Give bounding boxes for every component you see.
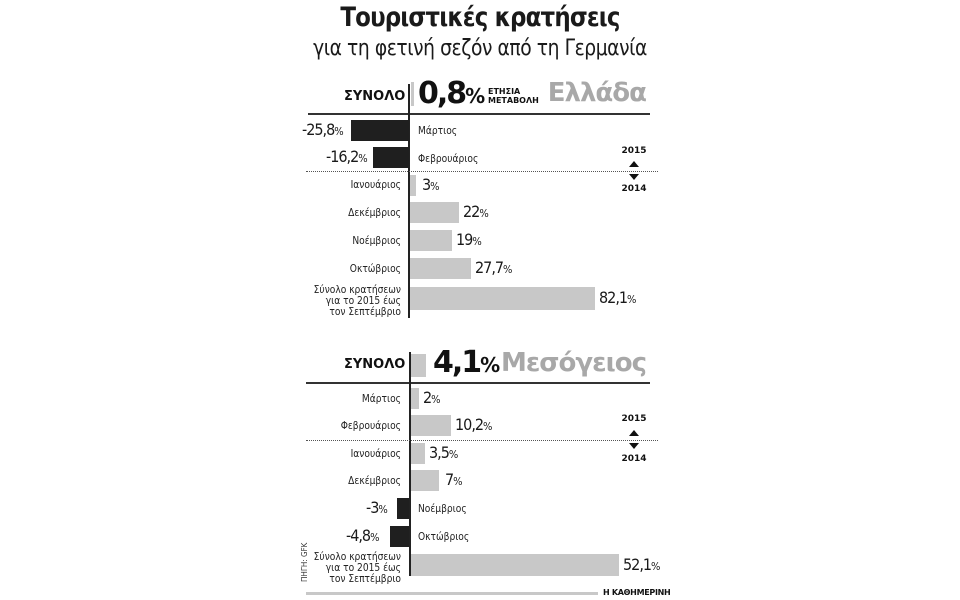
source-label: ΠΗΓΗ: GFK	[300, 542, 309, 582]
header-divider	[308, 113, 650, 115]
label-march: Μάρτιος	[418, 124, 458, 137]
year-2014-label: 2014	[621, 184, 647, 194]
bar-march	[351, 120, 409, 141]
bar-january	[411, 443, 425, 464]
total-label: ΣΥΝΟΛΟ	[344, 357, 406, 372]
value-march: -25,8%	[302, 120, 344, 139]
year-2015-label: 2015	[621, 414, 647, 424]
label-november: Νοέμβριος	[352, 234, 401, 247]
arrow-up-icon	[629, 161, 639, 167]
year-divider	[306, 171, 658, 172]
arrow-down-icon	[629, 443, 639, 449]
bar-summary	[411, 554, 619, 576]
year-divider	[306, 440, 658, 441]
value-february: -16,2%	[326, 147, 368, 166]
value-december: 7%	[445, 470, 463, 489]
arrow-up-icon	[629, 430, 639, 436]
value-october: -4,8%	[346, 526, 380, 545]
bar-november	[397, 498, 409, 519]
region-label: Ελλάδα	[547, 78, 646, 108]
footer-rule	[306, 592, 598, 595]
label-october: Οκτώβριος	[418, 530, 470, 543]
zero-axis	[409, 352, 411, 576]
label-march: Μάρτιος	[361, 392, 401, 405]
label-december: Δεκέμβριος	[348, 206, 401, 219]
bar-december	[411, 470, 439, 491]
bar-summary	[410, 287, 595, 310]
bar-january	[410, 175, 416, 196]
value-november: 19%	[456, 230, 482, 249]
value-january: 3%	[422, 175, 440, 194]
value-march: 2%	[423, 388, 441, 407]
total-value: 0,8%	[418, 76, 485, 111]
value-summary: 52,1%	[623, 555, 661, 574]
bar-february	[411, 415, 451, 436]
arrow-down-icon	[629, 174, 639, 180]
label-december: Δεκέμβριος	[348, 474, 401, 487]
bar-march	[411, 388, 419, 409]
bar-october	[410, 258, 471, 279]
total-label: ΣΥΝΟΛΟ	[344, 89, 406, 104]
year-2014-label: 2014	[621, 454, 647, 464]
bar-december	[410, 202, 459, 223]
publisher-brand: Η ΚΑΘΗΜΕΡΙΝΗ	[603, 588, 671, 597]
header-divider	[306, 382, 650, 384]
label-october: Οκτώβριος	[349, 262, 401, 275]
value-october: 27,7%	[475, 258, 513, 277]
label-january: Ιανουάριος	[350, 447, 401, 460]
year-2015-label: 2015	[621, 146, 647, 156]
value-december: 22%	[463, 202, 489, 221]
total-bar	[411, 354, 426, 377]
bar-november	[410, 230, 452, 251]
label-summary: Σύνολο κρατήσεων για το 2015 έως τον Σεπτέμβριο	[313, 550, 401, 585]
chart-subtitle: για τη φετινή σεζόν από τη Γερμανία	[313, 36, 647, 61]
value-january: 3,5%	[429, 443, 459, 462]
label-february: Φεβρουάριος	[340, 419, 401, 432]
label-summary: Σύνολο κρατήσεων για το 2015 έως τον Σεπτέμβριο	[313, 283, 401, 318]
value-summary: 82,1%	[599, 288, 637, 307]
region-label: Μεσόγειος	[500, 348, 646, 378]
annual-change-label: ΕΤΗΣΙΑ ΜΕΤΑΒΟΛΗ	[488, 87, 539, 105]
label-january: Ιανουάριος	[350, 178, 401, 191]
label-february: Φεβρουάριος	[418, 152, 479, 165]
total-bar	[411, 82, 414, 106]
value-november: -3%	[366, 498, 388, 517]
total-value: 4,1%	[433, 345, 500, 380]
value-february: 10,2%	[455, 415, 493, 434]
label-november: Νοέμβριος	[418, 502, 467, 515]
bar-february	[373, 147, 409, 168]
chart-title: Τουριστικές κρατήσεις	[340, 2, 620, 33]
bar-october	[390, 526, 409, 547]
